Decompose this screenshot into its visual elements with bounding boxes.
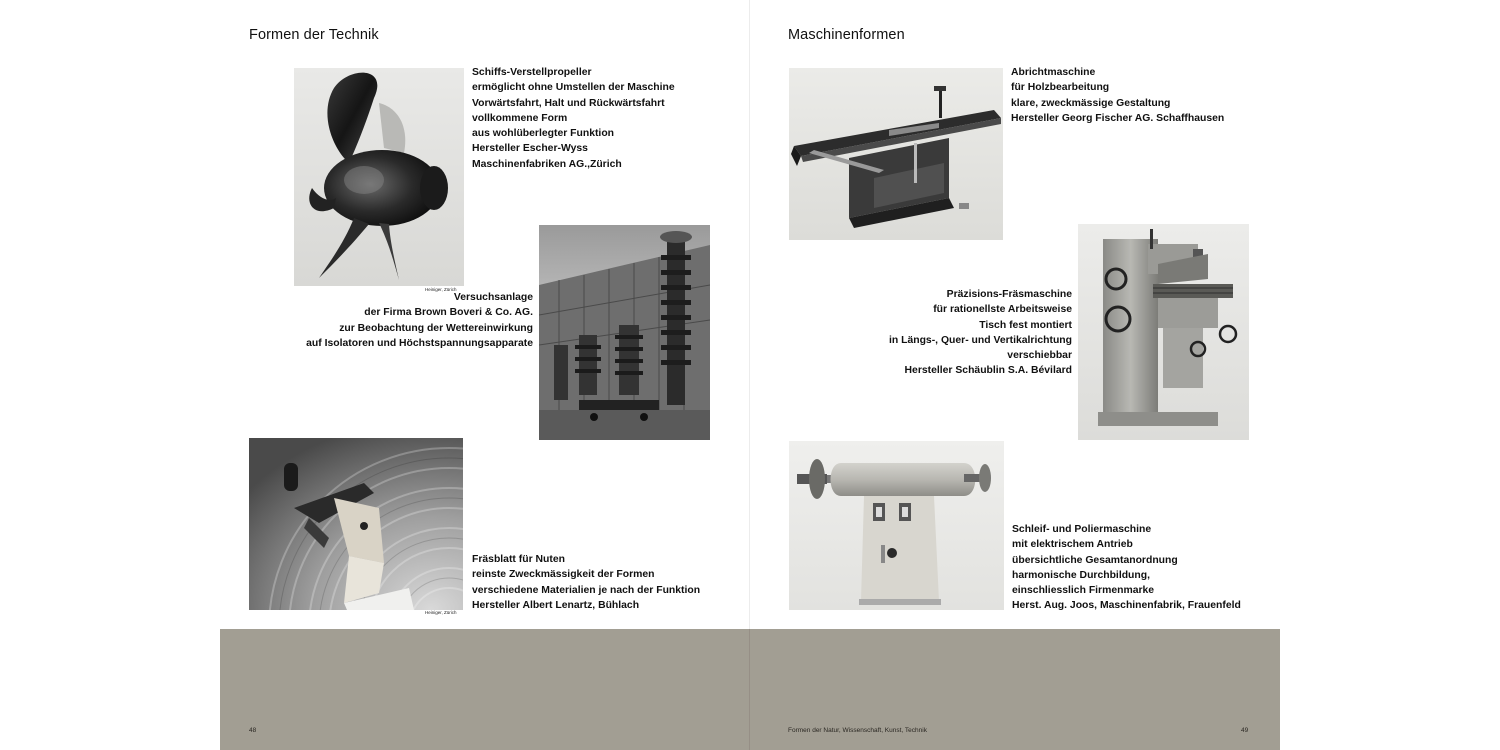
caption-line: der Firma Brown Boveri & Co. AG. — [364, 307, 533, 319]
caption-line: Hersteller Schäublin S.A. Bévilard — [904, 365, 1072, 377]
saw-blade-photo-credit: Heiniger, Zürich — [425, 610, 457, 615]
grinding-machine-photo — [789, 441, 1004, 610]
running-title: Formen der Natur, Wissenschaft, Kunst, Technik — [788, 727, 927, 734]
caption-line: aus wohlüberlegter Funktion — [472, 128, 615, 140]
planer-caption — [1011, 65, 1224, 126]
milling-caption — [889, 287, 1072, 379]
caption-line: für Holzbearbeitung — [1011, 82, 1110, 94]
right-page-number: 49 — [1241, 727, 1249, 734]
caption-line: Hersteller Escher-Wyss — [472, 143, 588, 155]
caption-line: verschiedene Materialien je nach der Funktion — [472, 584, 701, 596]
left-page-title: Formen der Technik — [249, 27, 379, 43]
caption-line: Versuchsanlage — [453, 292, 533, 303]
caption-line: vollkommene Form — [472, 112, 568, 124]
caption-line: zur Beobachtung der Wettereinwirkung — [339, 322, 533, 334]
caption-line: Schiffs-Verstellpropeller — [472, 67, 592, 78]
caption-line: Abrichtmaschine — [1011, 67, 1096, 78]
propeller-caption — [472, 65, 675, 172]
left-page-number: 48 — [249, 727, 257, 734]
caption-line: übersichtliche Gesamtanordnung — [1012, 554, 1178, 566]
planer-machine-photo — [789, 68, 1003, 240]
footer-band — [220, 629, 1280, 750]
caption-line: Vorwärtsfahrt, Halt und Rückwärtsfahrt — [472, 97, 665, 109]
propeller-photo — [294, 68, 464, 286]
caption-line: Maschinenfabriken AG.,Zürich — [472, 158, 622, 170]
caption-line: Hersteller Albert Lenartz, Bühlach — [472, 599, 640, 611]
caption-line: verschiebbar — [1007, 350, 1072, 362]
right-page-title: Maschinenformen — [788, 27, 905, 43]
caption-line: Schleif- und Poliermaschine — [1012, 524, 1152, 535]
caption-line: Hersteller Georg Fischer AG. Schaffhausen — [1011, 112, 1225, 124]
insulator-test-plant-photo — [539, 225, 710, 440]
caption-line: harmonische Durchbildung, — [1012, 569, 1150, 581]
saw-blade-caption — [472, 552, 700, 613]
caption-line: Präzisions-Fräsmaschine — [946, 289, 1072, 300]
caption-line: Fräsblatt für Nuten — [472, 554, 565, 565]
footer-band-gutter — [749, 629, 750, 750]
saw-blade-photo — [249, 438, 463, 610]
caption-line: reinste Zweckmässigkeit der Formen — [472, 569, 655, 581]
caption-line: Herst. Aug. Joos, Maschinenfabrik, Frauenfeld — [1012, 600, 1241, 612]
caption-line: für rationellste Arbeitsweise — [933, 304, 1072, 316]
caption-line: in Längs-, Quer- und Vertikalrichtung — [888, 334, 1072, 346]
grinder-caption — [1012, 522, 1241, 614]
caption-line: ermöglicht ohne Umstellen der Maschine — [472, 82, 675, 94]
milling-machine-photo — [1078, 224, 1249, 440]
caption-line: auf Isolatoren und Höchstspannungsapparate — [306, 337, 533, 349]
propeller-photo-credit: Heiniger, Zürich — [425, 287, 457, 292]
caption-line: mit elektrischem Antrieb — [1012, 539, 1133, 551]
caption-line: einschliesslich Firmenmarke — [1012, 585, 1155, 597]
caption-line: klare, zweckmässige Gestaltung — [1011, 97, 1171, 109]
caption-line: Tisch fest montiert — [979, 319, 1072, 331]
insulator-caption — [306, 290, 533, 351]
